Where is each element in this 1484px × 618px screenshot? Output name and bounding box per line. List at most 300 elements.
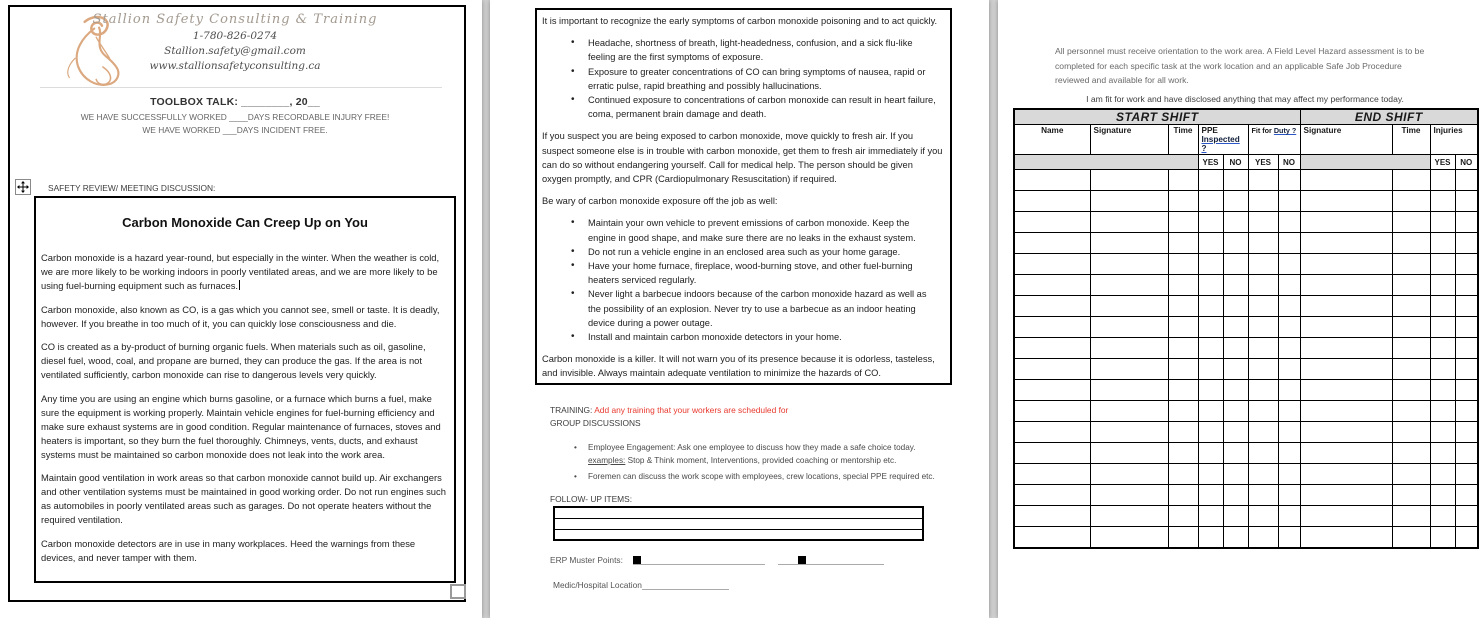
- injuries-yes-cell[interactable]: [1430, 527, 1455, 548]
- off-job-bullet: • Do not run a vehicle engine in an enclosed area such as your home garage.: [542, 245, 944, 259]
- injuries-no-cell[interactable]: [1455, 317, 1478, 338]
- company-website: www.stallionsafetyconsulting.ca: [149, 60, 321, 72]
- sign-in-row: [1014, 170, 1478, 191]
- off-job-bullet: • Install and maintain carbon monoxide detectors in your home.: [542, 330, 944, 344]
- name-cell[interactable]: [1014, 338, 1090, 359]
- end-time-cell[interactable]: [1392, 485, 1430, 506]
- name-cell[interactable]: [1014, 443, 1090, 464]
- end-time-cell[interactable]: [1392, 212, 1430, 233]
- orientation-paragraph: All personnel must receive orientation to the work area. A Field Level Hazard assessment is to be completed for each specific task at the work location and an applicable Safe Job Procedure reviewed and available for all work.: [1055, 46, 1425, 85]
- ppe-yes-header: YES: [1198, 155, 1223, 170]
- injuries-no-header: NO: [1455, 155, 1478, 170]
- ppe-yes-cell[interactable]: [1198, 233, 1223, 254]
- signature-cell[interactable]: [1090, 401, 1168, 422]
- company-name: Stallion Safety Consulting & Training: [92, 12, 378, 27]
- signature-cell[interactable]: [1090, 464, 1168, 485]
- injuries-yes-cell[interactable]: [1430, 338, 1455, 359]
- page-2: [490, 0, 989, 618]
- fit-no-cell[interactable]: [1278, 254, 1300, 275]
- fit-yes-cell[interactable]: [1248, 506, 1278, 527]
- end-time-cell[interactable]: [1392, 296, 1430, 317]
- ppe-no-cell[interactable]: [1223, 296, 1248, 317]
- name-cell[interactable]: [1014, 212, 1090, 233]
- name-cell[interactable]: [1014, 275, 1090, 296]
- signature-cell[interactable]: [1090, 359, 1168, 380]
- name-cell[interactable]: [1014, 317, 1090, 338]
- ppe-yes-cell[interactable]: [1198, 380, 1223, 401]
- signature-cell[interactable]: [1090, 275, 1168, 296]
- ppe-yes-cell[interactable]: [1198, 254, 1223, 275]
- ppe-no-cell[interactable]: [1223, 464, 1248, 485]
- end-signature-cell[interactable]: [1300, 485, 1392, 506]
- injuries-no-cell[interactable]: [1455, 254, 1478, 275]
- ppe-yes-cell[interactable]: [1198, 485, 1223, 506]
- name-cell[interactable]: [1014, 254, 1090, 275]
- muster-point-marker-icon: [798, 556, 806, 564]
- medic-hospital-label: Medic/Hospital Location: [553, 580, 642, 590]
- name-cell[interactable]: [1014, 464, 1090, 485]
- signature-cell[interactable]: [1090, 506, 1168, 527]
- name-cell[interactable]: [1014, 485, 1090, 506]
- injuries-yes-cell[interactable]: [1430, 485, 1455, 506]
- symptoms-intro: It is important to recognize the early symptoms of carbon monoxide poisoning and to act quickly.: [542, 16, 938, 26]
- end-signature-cell[interactable]: [1300, 317, 1392, 338]
- signature-cell[interactable]: [1090, 296, 1168, 317]
- ppe-no-cell[interactable]: [1223, 254, 1248, 275]
- injuries-no-cell[interactable]: [1455, 422, 1478, 443]
- injuries-yes-cell[interactable]: [1430, 317, 1455, 338]
- ppe-yes-cell[interactable]: [1198, 191, 1223, 212]
- injury-free-line: WE HAVE SUCCESSFULLY WORKED ____DAYS RECORDABLE INJURY FREE!: [80, 112, 390, 122]
- injuries-yes-cell[interactable]: [1430, 401, 1455, 422]
- ppe-no-cell[interactable]: [1223, 317, 1248, 338]
- injuries-yes-cell[interactable]: [1430, 233, 1455, 254]
- erp-muster-points-label: ERP Muster Points:: [550, 555, 623, 565]
- symptom-bullet-list: [542, 36, 944, 121]
- ppe-yes-cell[interactable]: [1198, 464, 1223, 485]
- end-signature-cell[interactable]: [1300, 443, 1392, 464]
- injuries-no-cell[interactable]: [1455, 233, 1478, 254]
- sign-in-row: [1014, 401, 1478, 422]
- injuries-no-cell[interactable]: [1455, 380, 1478, 401]
- name-column-header: Name: [1014, 125, 1090, 155]
- signature-cell[interactable]: [1090, 380, 1168, 401]
- injuries-yes-header: YES: [1430, 155, 1455, 170]
- injuries-no-cell[interactable]: [1455, 212, 1478, 233]
- end-signature-cell[interactable]: [1300, 233, 1392, 254]
- time-cell[interactable]: [1168, 401, 1198, 422]
- injuries-no-cell[interactable]: [1455, 359, 1478, 380]
- off-job-heading: Be wary of carbon monoxide exposure off the job as well:: [542, 196, 778, 207]
- article-paragraph: CO is created as a by-product of burning organic fuels. When materials such as oil, gasoline, diesel fuel, wood, coal, and propane are burned, they can produce the gas. If the area is not ventilated sufficiently, carbon monoxide can rise to dangerous levels very quickly.: [41, 341, 426, 380]
- name-cell[interactable]: [1014, 401, 1090, 422]
- injuries-no-cell[interactable]: [1455, 527, 1478, 548]
- article-paragraph: Any time you are using an engine which burns gasoline, or a furnace which burns a fuel, make sure the equipment is working properly. Maintain vehicle engines for fuel-burning efficiency and make sure exhaust systems are in good condition. Regular maintenance of furnaces, stoves and heaters is important, so they burn the fuel thoroughly. Chimneys, vents, ducts, and exhaust systems must be maintained so carbon monoxide does not leak into the work area.: [41, 392, 441, 460]
- end-signature-cell[interactable]: [1300, 254, 1392, 275]
- fit-yes-cell[interactable]: [1248, 233, 1278, 254]
- fit-no-cell[interactable]: [1278, 464, 1300, 485]
- name-cell[interactable]: [1014, 380, 1090, 401]
- name-cell[interactable]: [1014, 170, 1090, 191]
- time-cell[interactable]: [1168, 422, 1198, 443]
- ppe-no-cell[interactable]: [1223, 359, 1248, 380]
- ppe-no-cell[interactable]: [1223, 527, 1248, 548]
- injuries-yes-cell[interactable]: [1430, 506, 1455, 527]
- end-signature-cell[interactable]: [1300, 401, 1392, 422]
- fit-yes-cell[interactable]: [1248, 170, 1278, 191]
- yes-no-row: [1014, 155, 1478, 170]
- sign-in-row: [1014, 212, 1478, 233]
- fit-no-cell[interactable]: [1278, 506, 1300, 527]
- ppe-yes-cell[interactable]: [1198, 212, 1223, 233]
- paragraph-text: Carbon monoxide is a hazard year-round, but especially in the winter. When the weather is cold, we are more likely to be working indoors in poorly ventilated areas, and we are more likely to be using fuel-burning equipment such as furnaces.: [41, 252, 440, 291]
- injuries-yes-cell[interactable]: [1430, 254, 1455, 275]
- incident-free-line: WE HAVE WORKED ___DAYS INCIDENT FREE.: [142, 125, 328, 135]
- end-time-cell[interactable]: [1392, 233, 1430, 254]
- ppe-yes-cell[interactable]: [1198, 422, 1223, 443]
- fit-no-cell[interactable]: [1278, 191, 1300, 212]
- time-cell[interactable]: [1168, 485, 1198, 506]
- name-cell[interactable]: [1014, 191, 1090, 212]
- symptom-bullet: • Continued exposure to concentrations of carbon monoxide can result in heart failure, coma, permanent brain damage and death.: [542, 93, 944, 121]
- training-line: [550, 404, 940, 417]
- fit-yes-header: YES: [1248, 155, 1278, 170]
- training-section: [550, 404, 940, 483]
- ppe-yes-cell[interactable]: [1198, 275, 1223, 296]
- ppe-yes-cell[interactable]: [1198, 296, 1223, 317]
- sign-in-row: [1014, 254, 1478, 275]
- follow-up-row: [554, 507, 923, 518]
- ppe-inspected-column-header: [1198, 125, 1248, 155]
- time-cell[interactable]: [1168, 464, 1198, 485]
- fit-yes-cell[interactable]: [1248, 527, 1278, 548]
- injuries-no-cell[interactable]: [1455, 506, 1478, 527]
- fit-no-cell[interactable]: [1278, 485, 1300, 506]
- ppe-yes-cell[interactable]: [1198, 506, 1223, 527]
- fit-no-cell[interactable]: [1278, 296, 1300, 317]
- fit-yes-cell[interactable]: [1248, 464, 1278, 485]
- fit-yes-cell[interactable]: [1248, 359, 1278, 380]
- off-job-bullet: • Never light a barbecue indoors because of the carbon monoxide hazard as well as the possibility of an explosion. Never try to use a barbecue as an indoor heating device during a power outage.: [542, 287, 944, 330]
- sign-in-row: [1014, 464, 1478, 485]
- article-paragraph: [41, 251, 449, 293]
- inspected-underlined: Inspected ?: [1201, 135, 1240, 153]
- follow-up-table: [553, 506, 924, 541]
- follow-up-item-cell[interactable]: [554, 518, 923, 529]
- end-signature-cell[interactable]: [1300, 506, 1392, 527]
- erp-muster-points-line: [550, 555, 884, 565]
- ppe-no-cell[interactable]: [1223, 233, 1248, 254]
- fit-yes-cell[interactable]: [1248, 422, 1278, 443]
- fit-no-cell[interactable]: [1278, 233, 1300, 254]
- end-signature-cell[interactable]: [1300, 527, 1392, 548]
- ppe-no-cell[interactable]: [1223, 422, 1248, 443]
- sign-in-row: [1014, 527, 1478, 548]
- fit-yes-cell[interactable]: [1248, 317, 1278, 338]
- fit-no-cell[interactable]: [1278, 527, 1300, 548]
- bullet-text: Employee Engagement: Ask one employee to discuss how they made a safe choice today.: [588, 443, 916, 452]
- sign-in-row: [1014, 191, 1478, 212]
- fit-yes-cell[interactable]: [1248, 380, 1278, 401]
- article-paragraph: Carbon monoxide, also known as CO, is a gas which you cannot see, smell or taste. It is deadly, however. If you breathe in too much of it, you can quickly lose consciousness and die.: [41, 303, 440, 329]
- company-header: [10, 12, 460, 72]
- injuries-yes-cell[interactable]: [1430, 422, 1455, 443]
- erp-muster-point-1-blank[interactable]: [633, 555, 765, 565]
- sign-in-row: [1014, 359, 1478, 380]
- ppe-yes-cell[interactable]: [1198, 170, 1223, 191]
- sign-in-row: [1014, 296, 1478, 317]
- time-cell[interactable]: [1168, 527, 1198, 548]
- training-bullet: • Foremen can discuss the work scope with employees, crew locations, special PPE required etc.: [550, 470, 940, 483]
- injuries-no-cell[interactable]: [1455, 296, 1478, 317]
- end-time-cell[interactable]: [1392, 401, 1430, 422]
- end-time-cell[interactable]: [1392, 338, 1430, 359]
- end-time-cell[interactable]: [1392, 254, 1430, 275]
- symptom-bullet: • Exposure to greater concentrations of CO can bring symptoms of nausea, rapid or erratic pulse, rapid breathing and possibly hallucinations.: [542, 65, 944, 93]
- sign-in-table: [1013, 108, 1479, 549]
- end-time-cell[interactable]: [1392, 359, 1430, 380]
- sign-in-row: [1014, 275, 1478, 296]
- end-signature-cell[interactable]: [1300, 464, 1392, 485]
- fit-no-cell[interactable]: [1278, 212, 1300, 233]
- fit-yes-cell[interactable]: [1248, 401, 1278, 422]
- shaded-cell: [1300, 155, 1430, 170]
- ppe-no-cell[interactable]: [1223, 401, 1248, 422]
- sign-in-row: [1014, 233, 1478, 254]
- ppe-label: PPE: [1201, 126, 1218, 135]
- name-cell[interactable]: [1014, 422, 1090, 443]
- injuries-yes-cell[interactable]: [1430, 296, 1455, 317]
- symptom-bullet: • Headache, shortness of breath, light-headedness, confusion, and a sick flu-like feeling are the first symptoms of exposure.: [542, 36, 944, 64]
- end-signature-cell[interactable]: [1300, 191, 1392, 212]
- closing-paragraph: Carbon monoxide is a killer. It will not warn you of its presence because it is odorless, tasteless, and invisible. Always maintain adequate ventilation to minimize the hazards of CO.: [542, 354, 935, 379]
- shaded-cell: [1014, 155, 1198, 170]
- off-job-bullet: • Have your home furnace, fireplace, wood-burning stove, and other fuel-burning heaters serviced regularly.: [542, 259, 944, 287]
- shift-header-row: [1014, 109, 1478, 125]
- signature-cell[interactable]: [1090, 527, 1168, 548]
- textbox-resize-handle[interactable]: [450, 584, 466, 599]
- signature-cell[interactable]: [1090, 170, 1168, 191]
- ppe-no-header: NO: [1223, 155, 1248, 170]
- injuries-yes-cell[interactable]: [1430, 275, 1455, 296]
- time-cell[interactable]: [1168, 254, 1198, 275]
- time-cell[interactable]: [1168, 191, 1198, 212]
- article-title: Carbon Monoxide Can Creep Up on You: [122, 215, 368, 230]
- time-cell[interactable]: [1168, 233, 1198, 254]
- injuries-no-cell[interactable]: [1455, 443, 1478, 464]
- fit-no-header: NO: [1278, 155, 1300, 170]
- training-note-red: Add any training that your workers are scheduled for: [594, 405, 789, 415]
- off-job-bullet: • Maintain your own vehicle to prevent emissions of carbon monoxide. Keep the engine in good shape, and make sure there are no leaks in the exhaust system.: [542, 216, 944, 244]
- end-signature-cell[interactable]: [1300, 296, 1392, 317]
- medic-hospital-blank[interactable]: [642, 580, 729, 590]
- duty-underlined: Duty ?: [1273, 126, 1297, 135]
- ppe-no-cell[interactable]: [1223, 275, 1248, 296]
- time-cell[interactable]: [1168, 212, 1198, 233]
- fit-yes-cell[interactable]: [1248, 338, 1278, 359]
- time-cell[interactable]: [1168, 443, 1198, 464]
- signature-cell[interactable]: [1090, 212, 1168, 233]
- end-time-cell[interactable]: [1392, 422, 1430, 443]
- follow-up-item-cell[interactable]: [554, 529, 923, 540]
- injuries-no-cell[interactable]: [1455, 464, 1478, 485]
- fit-yes-cell[interactable]: [1248, 212, 1278, 233]
- injuries-yes-cell[interactable]: [1430, 380, 1455, 401]
- ppe-no-cell[interactable]: [1223, 212, 1248, 233]
- fit-no-cell[interactable]: [1278, 317, 1300, 338]
- follow-up-row: [554, 518, 923, 529]
- injuries-yes-cell[interactable]: [1430, 359, 1455, 380]
- fit-no-cell[interactable]: [1278, 275, 1300, 296]
- header-divider: [40, 87, 442, 88]
- fit-no-cell[interactable]: [1278, 170, 1300, 191]
- training-bullet: [550, 441, 940, 467]
- end-time-cell[interactable]: [1392, 170, 1430, 191]
- signature-cell[interactable]: [1090, 233, 1168, 254]
- end-time-cell[interactable]: [1392, 527, 1430, 548]
- symptoms-textbox: [535, 8, 952, 385]
- injuries-no-cell[interactable]: [1455, 170, 1478, 191]
- fit-no-cell[interactable]: [1278, 338, 1300, 359]
- ppe-no-cell[interactable]: [1223, 338, 1248, 359]
- injuries-yes-cell[interactable]: [1430, 212, 1455, 233]
- fit-yes-cell[interactable]: [1248, 443, 1278, 464]
- end-time-cell[interactable]: [1392, 191, 1430, 212]
- end-signature-cell[interactable]: [1300, 380, 1392, 401]
- fit-no-cell[interactable]: [1278, 422, 1300, 443]
- fit-yes-cell[interactable]: [1248, 191, 1278, 212]
- ppe-no-cell[interactable]: [1223, 170, 1248, 191]
- start-shift-header: START SHIFT: [1014, 109, 1300, 125]
- ppe-yes-cell[interactable]: [1198, 317, 1223, 338]
- end-time-cell[interactable]: [1392, 506, 1430, 527]
- ppe-yes-cell[interactable]: [1198, 443, 1223, 464]
- fit-no-cell[interactable]: [1278, 359, 1300, 380]
- time-cell[interactable]: [1168, 275, 1198, 296]
- end-time-cell[interactable]: [1392, 317, 1430, 338]
- examples-underlined: examples:: [588, 456, 626, 465]
- end-signature-cell[interactable]: [1300, 359, 1392, 380]
- ppe-no-cell[interactable]: [1223, 380, 1248, 401]
- injuries-yes-cell[interactable]: [1430, 191, 1455, 212]
- end-time-cell[interactable]: [1392, 464, 1430, 485]
- signature-cell[interactable]: [1090, 338, 1168, 359]
- fit-yes-cell[interactable]: [1248, 485, 1278, 506]
- muster-point-marker-icon: [633, 556, 641, 564]
- time-cell[interactable]: [1168, 317, 1198, 338]
- fit-yes-cell[interactable]: [1248, 275, 1278, 296]
- ppe-no-cell[interactable]: [1223, 506, 1248, 527]
- fit-no-cell[interactable]: [1278, 380, 1300, 401]
- training-label: TRAINING:: [550, 405, 595, 415]
- sign-in-row: [1014, 317, 1478, 338]
- time-cell[interactable]: [1168, 338, 1198, 359]
- injuries-column-header: Injuries: [1430, 125, 1478, 155]
- end-time-cell[interactable]: [1392, 380, 1430, 401]
- text-cursor: [239, 280, 240, 290]
- name-cell[interactable]: [1014, 506, 1090, 527]
- end-shift-header: END SHIFT: [1300, 109, 1478, 125]
- end-signature-cell[interactable]: [1300, 338, 1392, 359]
- move-handle-icon[interactable]: [15, 179, 31, 195]
- ppe-no-cell[interactable]: [1223, 485, 1248, 506]
- signature-column-header: Signature: [1090, 125, 1168, 155]
- end-signature-cell[interactable]: [1300, 422, 1392, 443]
- article-paragraph: Maintain good ventilation in work areas so that carbon monoxide cannot build up. Air exchangers and other ventilation systems must be maintained in good working order. Do not run engines such as automobiles in poorly ventilated areas such as garages. Do not operate heaters without the required ventilation.: [41, 472, 446, 525]
- follow-up-items-label: FOLLOW- UP ITEMS:: [550, 494, 633, 504]
- signature-cell[interactable]: [1090, 191, 1168, 212]
- fit-yes-cell[interactable]: [1248, 254, 1278, 275]
- ppe-no-cell[interactable]: [1223, 443, 1248, 464]
- end-time-cell[interactable]: [1392, 275, 1430, 296]
- fit-for-duty-column-header: [1248, 125, 1300, 155]
- training-bullet-list: [550, 441, 940, 483]
- signature-cell[interactable]: [1090, 317, 1168, 338]
- ppe-yes-cell[interactable]: [1198, 527, 1223, 548]
- fit-for-work-line: I am fit for work and have disclosed anything that may affect my performance today.: [1086, 94, 1404, 104]
- signature-cell[interactable]: [1090, 422, 1168, 443]
- fit-no-cell[interactable]: [1278, 401, 1300, 422]
- ppe-yes-cell[interactable]: [1198, 359, 1223, 380]
- injuries-yes-cell[interactable]: [1430, 443, 1455, 464]
- name-cell[interactable]: [1014, 233, 1090, 254]
- name-cell[interactable]: [1014, 527, 1090, 548]
- injuries-no-cell[interactable]: [1455, 338, 1478, 359]
- time-cell[interactable]: [1168, 170, 1198, 191]
- sign-in-row: [1014, 422, 1478, 443]
- time-cell[interactable]: [1168, 359, 1198, 380]
- follow-up-item-cell[interactable]: [554, 507, 923, 518]
- end-signature-cell[interactable]: [1300, 275, 1392, 296]
- end-signature-cell[interactable]: [1300, 170, 1392, 191]
- page-1: [0, 0, 482, 618]
- ppe-no-cell[interactable]: [1223, 191, 1248, 212]
- time-cell[interactable]: [1168, 380, 1198, 401]
- signature-cell[interactable]: [1090, 443, 1168, 464]
- company-email: Stallion.safety@gmail.com: [164, 45, 306, 57]
- injuries-yes-cell[interactable]: [1430, 170, 1455, 191]
- time-cell[interactable]: [1168, 506, 1198, 527]
- injuries-yes-cell[interactable]: [1430, 464, 1455, 485]
- follow-up-row: [554, 529, 923, 540]
- injuries-no-cell[interactable]: [1455, 401, 1478, 422]
- page-3: [998, 0, 1484, 618]
- off-job-bullet-list: [542, 216, 944, 344]
- sign-in-row: [1014, 443, 1478, 464]
- time-cell[interactable]: [1168, 296, 1198, 317]
- fit-yes-cell[interactable]: [1248, 296, 1278, 317]
- injuries-no-cell[interactable]: [1455, 275, 1478, 296]
- column-header-row: [1014, 125, 1478, 155]
- end-signature-cell[interactable]: [1300, 212, 1392, 233]
- injuries-no-cell[interactable]: [1455, 485, 1478, 506]
- erp-muster-point-2-blank[interactable]: [778, 555, 884, 565]
- fit-for-label: Fit for: [1251, 126, 1274, 135]
- name-cell[interactable]: [1014, 359, 1090, 380]
- ppe-yes-cell[interactable]: [1198, 401, 1223, 422]
- safety-review-label: SAFETY REVIEW/ MEETING DISCUSSION:: [48, 183, 216, 193]
- name-cell[interactable]: [1014, 296, 1090, 317]
- article-paragraph: Carbon monoxide detectors are in use in many workplaces. Heed the warnings from these devices, and never tamper with them.: [41, 537, 416, 563]
- signature-cell[interactable]: [1090, 254, 1168, 275]
- end-time-cell[interactable]: [1392, 443, 1430, 464]
- injuries-no-cell[interactable]: [1455, 191, 1478, 212]
- signature-cell[interactable]: [1090, 485, 1168, 506]
- ppe-yes-cell[interactable]: [1198, 338, 1223, 359]
- fit-no-cell[interactable]: [1278, 443, 1300, 464]
- bullet-text: Stop & Think moment, Interventions, provided coaching or mentorship etc.: [625, 456, 897, 465]
- toolbox-talk-heading: TOOLBOX TALK: ________, 20__: [150, 96, 320, 108]
